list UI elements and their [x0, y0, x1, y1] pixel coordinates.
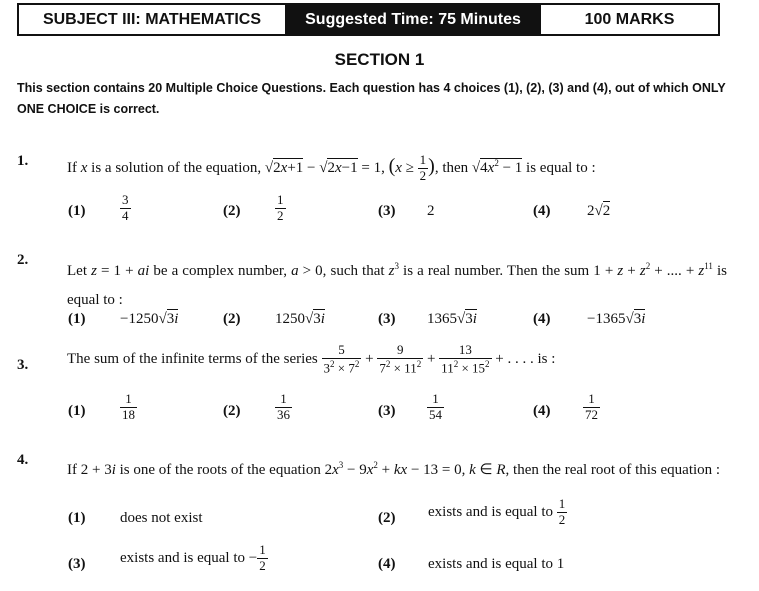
option-label: (2) [223, 203, 241, 219]
question-number: 2. [17, 252, 29, 268]
option-label: (2) [378, 510, 396, 526]
option-label: (3) [68, 556, 86, 572]
option-value[interactable]: does not exist [120, 510, 203, 526]
option-label: (1) [68, 403, 86, 419]
option-label: (4) [378, 556, 396, 572]
option-value[interactable]: exists and is equal to $\frac{1}{2}$ [428, 496, 566, 527]
question-text: If 2 + 3i is one of the roots of the equation $2x^3 - 9x^2$ + kx − 13 = 0, k ∈ R, then the real root of this equation : [67, 460, 721, 478]
section-intro: This section contains 20 Multiple Choice Questions. Each question has 4 choices (1), (2), (3) and (4), out of which ONLY ONE CHOICE is correct. [17, 81, 726, 116]
question-number: 1. [17, 153, 29, 169]
option-label: (4) [533, 203, 551, 219]
section-title: SECTION 1 [334, 50, 425, 69]
option-value[interactable]: $\frac{1}{36}$ [277, 391, 290, 422]
option-value[interactable]: −1250√3i [120, 311, 179, 327]
option-value[interactable]: $\frac{3}{4}$ [122, 192, 129, 223]
time-label: Suggested Time: 75 Minutes [287, 5, 541, 34]
marks-label: 100 MARKS [584, 10, 675, 28]
option-label: (2) [223, 311, 241, 327]
option-label: (1) [68, 510, 86, 526]
question-text: The sum of the infinite terms of the series $\frac{5}{3^2 \times 7^2}$ + $\frac{9}{7^2 \times 11^2}$ + $\frac{13}{11^2 \times 15^2}$ + . . . . is : [67, 342, 556, 376]
option-value[interactable]: 2 [427, 203, 435, 219]
option-label: (3) [378, 311, 396, 327]
option-label: (4) [533, 403, 551, 419]
option-value[interactable]: −1365√3i [587, 311, 646, 327]
option-label: (1) [68, 203, 86, 219]
option-label: (4) [533, 311, 551, 327]
option-value[interactable]: 1250√3i [275, 311, 325, 327]
option-label: (3) [378, 203, 396, 219]
option-label: (2) [223, 403, 241, 419]
subject-label: SUBJECT III: MATHEMATICS [19, 5, 287, 34]
option-value[interactable]: $\frac{1}{72}$ [585, 391, 598, 422]
option-label: (1) [68, 311, 86, 327]
option-value[interactable]: 2√2 [587, 203, 611, 219]
option-value[interactable]: exists and is equal to 1 [428, 556, 565, 572]
option-value[interactable]: $\frac{1}{2}$ [277, 192, 284, 223]
question-number: 3. [17, 357, 29, 373]
question-number: 4. [17, 452, 29, 468]
option-value[interactable]: $\frac{1}{54}$ [429, 391, 442, 422]
option-value[interactable]: 1365√3i [427, 311, 477, 327]
header-bar [17, 3, 720, 36]
question-text: Let z = 1 + ai be a complex number, a > 0, such that $z^3$ is a real number. Then the sum $1 + z + z^2$ + .... + $z^{11}$ is equal to : [67, 261, 727, 308]
option-label: (3) [378, 403, 396, 419]
option-value[interactable]: $\frac{1}{18}$ [122, 391, 135, 422]
option-value[interactable]: exists and is equal to − $\frac{1}{2}$ [120, 542, 266, 573]
question-text: If x is a solution of the equation, √2x+1 − √2x−1 = 1, (x ≥ $\frac{1}{2}$ ), then $√4x^2 - 1$ is equal to : [67, 152, 596, 183]
